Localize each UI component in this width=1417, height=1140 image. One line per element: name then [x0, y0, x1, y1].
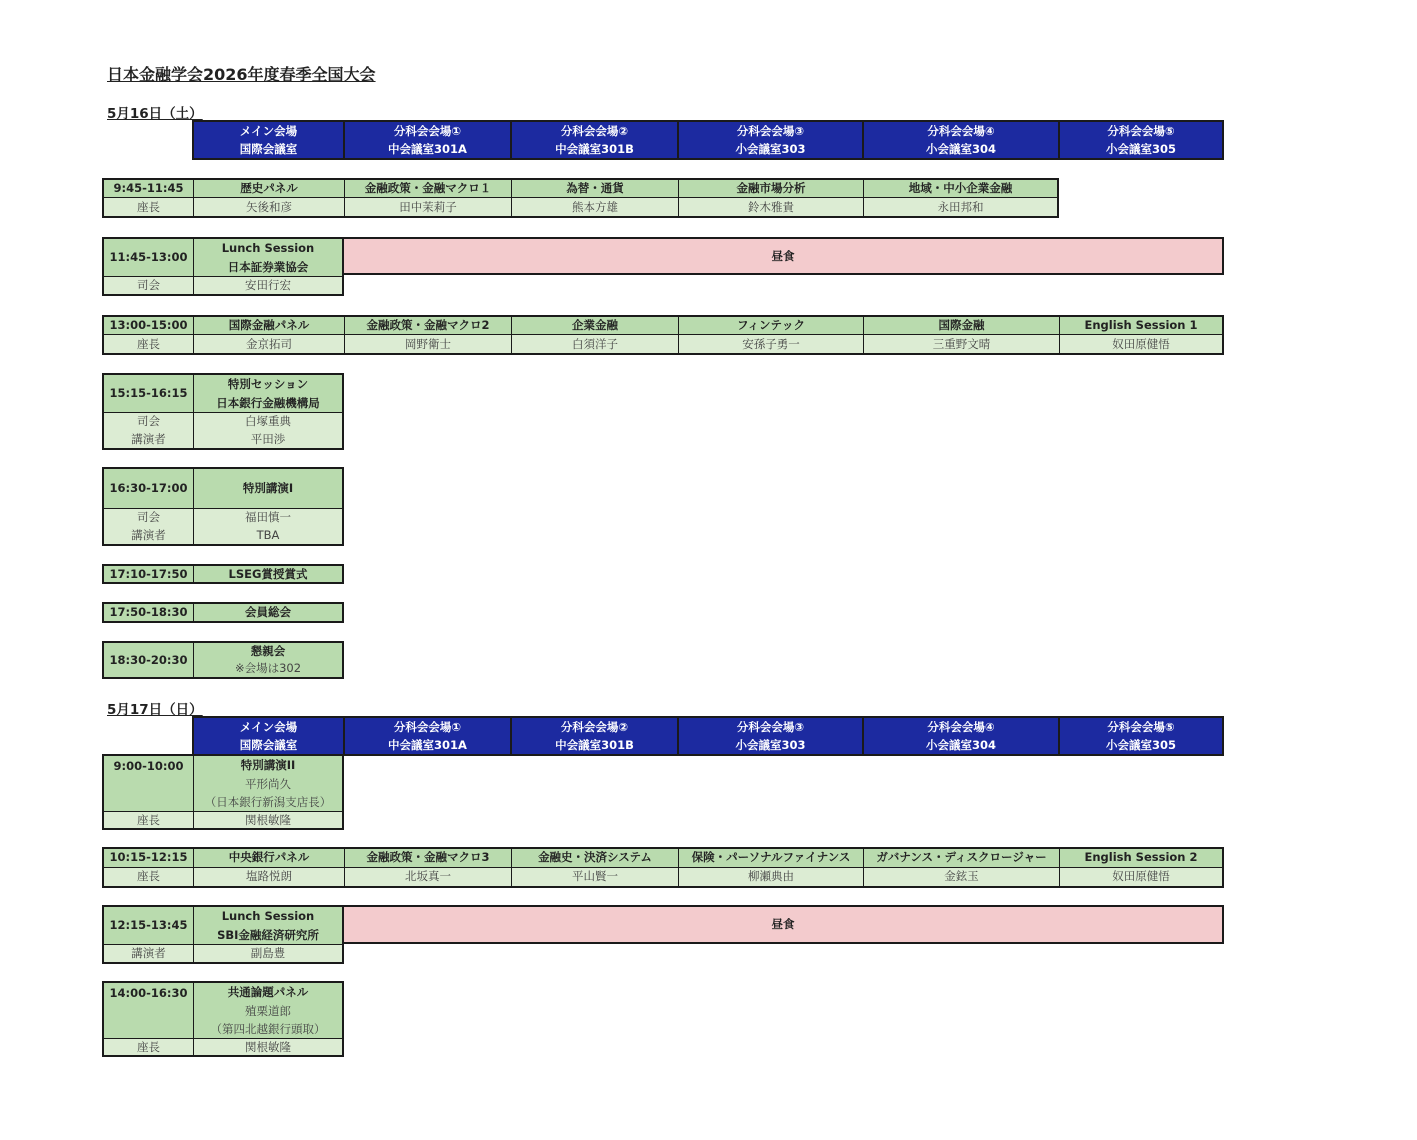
event-title: 懇親会 — [194, 643, 342, 660]
day1-block-lunch — [102, 237, 344, 296]
venue-5: 分科会会場⑤ 小会議室305 — [1060, 718, 1222, 754]
session-title: English Session 1 — [1060, 317, 1222, 335]
venue-2: 分科会会場② 中会議室301B — [512, 718, 679, 754]
day2-block-lunch — [102, 905, 344, 964]
session-title: 中央銀行パネル — [194, 849, 345, 868]
speaker-affiliation: （日本銀行新潟支店長） — [194, 794, 342, 812]
session-title: 保険・パーソナルファイナンス — [679, 849, 864, 868]
time-slot: 14:00-16:30 — [104, 983, 194, 1039]
meal-label: 昼食 — [344, 239, 1222, 273]
venue-4: 分科会会場④ 小会議室304 — [864, 718, 1060, 754]
role-label: 座長 — [104, 198, 194, 216]
session-title: 金融政策・金融マクロ3 — [345, 849, 512, 868]
chair-name: 関根敏隆 — [194, 1039, 342, 1055]
venue-1: 分科会会場① 中会議室301A — [345, 718, 512, 754]
time-slot: 17:50-18:30 — [104, 604, 194, 621]
chair-name: 永田邦和 — [864, 198, 1057, 216]
chair-name: 安孫子勇一 — [679, 335, 864, 353]
venue-main: メイン会場 国際会議室 — [194, 122, 345, 158]
time-slot: 16:30-17:00 — [104, 469, 194, 509]
time-slot: 18:30-20:30 — [104, 643, 194, 677]
session-title: ガバナンス・ディスクロージャー — [864, 849, 1060, 868]
chair-name: 柳瀬典由 — [679, 868, 864, 887]
role-label: 座長 — [104, 1039, 194, 1055]
lunch-session-title: Lunch Session 日本証券業協会 — [194, 239, 342, 277]
day1-block-s2 — [102, 315, 1224, 355]
role-label: 司会 — [104, 413, 194, 431]
day2-meal-band — [342, 905, 1224, 944]
day1-block-general — [102, 602, 344, 623]
chair-name: 鈴木雅貴 — [679, 198, 864, 216]
day2-venue-header — [192, 716, 1224, 756]
venue-1: 分科会会場① 中会議室301A — [345, 122, 512, 158]
venue-5: 分科会会場⑤ 小会議室305 — [1060, 122, 1222, 158]
day1-block-s1 — [102, 178, 1059, 218]
session-title: 為替・通貨 — [512, 180, 679, 198]
chair-name: 奴田原健悟 — [1060, 868, 1222, 887]
lecture-title: 特別講演I — [194, 469, 342, 509]
panel-title: 共通論題パネル — [194, 983, 342, 1002]
meal-label: 昼食 — [344, 907, 1222, 942]
session-title: 歴史パネル — [194, 180, 345, 198]
day2-block-s1 — [102, 847, 1224, 888]
event-note: ※会場は302 — [194, 660, 342, 677]
time-slot: 9:45-11:45 — [104, 180, 194, 198]
session-title: フィンテック — [679, 317, 864, 335]
session-title: 国際金融 — [864, 317, 1060, 335]
time-slot: 11:45-13:00 — [104, 239, 194, 277]
day2-block-lecture2 — [102, 754, 344, 830]
role-label: 座長 — [104, 812, 194, 828]
event-title: LSEG賞授賞式 — [194, 566, 342, 582]
time-slot: 13:00-15:00 — [104, 317, 194, 335]
time-slot: 10:15-12:15 — [104, 849, 194, 868]
speaker-name: 平形尚久 — [194, 775, 342, 794]
chair-name: 熊本方雄 — [512, 198, 679, 216]
time-slot: 9:00-10:00 — [104, 756, 194, 812]
chair-name: 平山賢一 — [512, 868, 679, 887]
venue-3: 分科会会場③ 小会議室303 — [679, 718, 864, 754]
chair-name: 田中茉莉子 — [345, 198, 512, 216]
day1-venue-header — [192, 120, 1224, 160]
day1-block-special — [102, 373, 344, 450]
day1-block-party — [102, 641, 344, 679]
role-label: 講演者 — [104, 527, 194, 545]
lecture-title: 特別講演II — [194, 756, 342, 775]
session-title: 金融市場分析 — [679, 180, 864, 198]
venue-4: 分科会会場④ 小会議室304 — [864, 122, 1060, 158]
time-slot: 15:15-16:15 — [104, 375, 194, 413]
host-name: 白塚重典 — [194, 413, 342, 431]
session-title: English Session 2 — [1060, 849, 1222, 868]
chair-name: 三重野文晴 — [864, 335, 1060, 353]
special-session-title: 特別セッション 日本銀行金融機構局 — [194, 375, 342, 413]
time-slot: 12:15-13:45 — [104, 907, 194, 945]
day1-block-award — [102, 564, 344, 584]
time-slot: 17:10-17:50 — [104, 566, 194, 582]
chair-name: 岡野衛士 — [345, 335, 512, 353]
session-title: 金融史・決済システム — [512, 849, 679, 868]
session-title: 企業金融 — [512, 317, 679, 335]
host-name: 安田行宏 — [194, 277, 342, 294]
chair-name: 塩路悦朗 — [194, 868, 345, 887]
host-name: 福田慎一 — [194, 509, 342, 527]
venue-2: 分科会会場② 中会議室301B — [512, 122, 679, 158]
day1-label: 5月16日（土） — [107, 106, 203, 122]
day2-label: 5月17日（日） — [107, 702, 203, 718]
role-label: 座長 — [104, 868, 194, 887]
session-title: 国際金融パネル — [194, 317, 345, 335]
page-title: 日本金融学会2026年度春季全国大会 — [107, 65, 376, 84]
chair-name: 奴田原健悟 — [1060, 335, 1222, 353]
day1-block-lecture1 — [102, 467, 344, 546]
session-title: 金融政策・金融マクロ2 — [345, 317, 512, 335]
chair-name: 金鉉玉 — [864, 868, 1060, 887]
event-title: 会員総会 — [194, 604, 342, 621]
role-label: 司会 — [104, 509, 194, 527]
day2-block-panel — [102, 981, 344, 1057]
chair-name: 矢後和彦 — [194, 198, 345, 216]
chair-name: 白須洋子 — [512, 335, 679, 353]
speaker-name: 殖栗道郎 — [194, 1002, 342, 1021]
role-label: 座長 — [104, 335, 194, 353]
day1-meal-band — [342, 237, 1224, 275]
speaker-affiliation: （第四北越銀行頭取） — [194, 1021, 342, 1039]
venue-main: メイン会場 国際会議室 — [194, 718, 345, 754]
chair-name: 関根敏隆 — [194, 812, 342, 828]
role-label: 講演者 — [104, 945, 194, 962]
venue-3: 分科会会場③ 小会議室303 — [679, 122, 864, 158]
speaker-name: 副島豊 — [194, 945, 342, 962]
speaker-name: 平田渉 — [194, 431, 342, 449]
chair-name: 北坂真一 — [345, 868, 512, 887]
session-title: 地域・中小企業金融 — [864, 180, 1057, 198]
session-title: 金融政策・金融マクロ１ — [345, 180, 512, 198]
role-label: 司会 — [104, 277, 194, 294]
role-label: 講演者 — [104, 431, 194, 449]
chair-name: 金京拓司 — [194, 335, 345, 353]
speaker-name: TBA — [194, 527, 342, 545]
lunch-session-title: Lunch Session SBI金融経済研究所 — [194, 907, 342, 945]
